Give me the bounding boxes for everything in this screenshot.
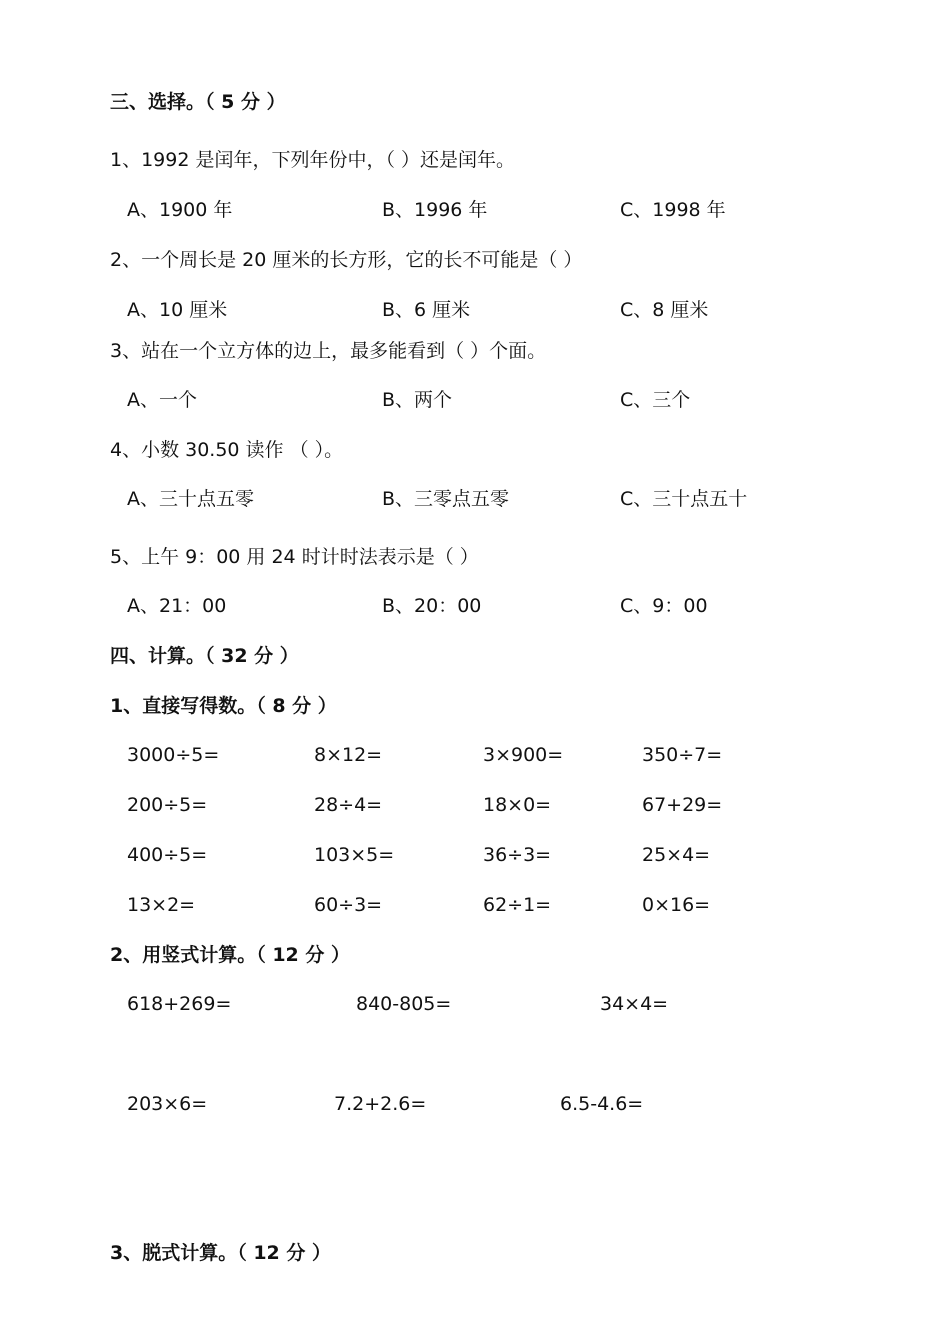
oral-calc-item: 3×900=	[483, 744, 564, 766]
question-5-option-a: A、21：00	[127, 595, 227, 617]
question-3-text: 3、站在一个立方体的边上，最多能看到（ ）个面。	[110, 340, 547, 362]
oral-calc-item: 103×5=	[314, 844, 395, 866]
part-1-heading: 1、直接写得数。（ 8 分 ）	[110, 695, 337, 717]
oral-calc-item: 18×0=	[483, 794, 552, 816]
question-1-option-b: B、1996 年	[382, 199, 488, 221]
question-2-option-b: B、6 厘米	[382, 299, 471, 321]
question-3-option-a: A、一个	[127, 389, 197, 411]
oral-calc-item: 8×12=	[314, 744, 383, 766]
question-4-option-a: A、三十点五零	[127, 488, 254, 510]
part-3-heading: 3、脱式计算。（ 12 分 ）	[110, 1242, 332, 1264]
oral-calc-item: 0×16=	[642, 894, 711, 916]
oral-calc-item: 62÷1=	[483, 894, 552, 916]
question-5-text: 5、上午 9：00 用 24 时计时法表示是（ ）	[110, 546, 479, 568]
oral-calc-item: 25×4=	[642, 844, 711, 866]
vertical-calc-item: 7.2+2.6=	[334, 1093, 427, 1115]
question-2-option-c: C、8 厘米	[620, 299, 709, 321]
vertical-calc-item: 618+269=	[127, 993, 232, 1015]
question-2-option-a: A、10 厘米	[127, 299, 228, 321]
question-3-option-c: C、三个	[620, 389, 691, 411]
question-3-option-b: B、两个	[382, 389, 453, 411]
vertical-calc-item: 203×6=	[127, 1093, 208, 1115]
oral-calc-item: 67+29=	[642, 794, 723, 816]
oral-calc-item: 13×2=	[127, 894, 196, 916]
vertical-calc-item: 840-805=	[356, 993, 452, 1015]
oral-calc-item: 36÷3=	[483, 844, 552, 866]
oral-calc-item: 3000÷5=	[127, 744, 220, 766]
question-4-option-c: C、三十点五十	[620, 488, 748, 510]
part-2-heading: 2、用竖式计算。（ 12 分 ）	[110, 944, 351, 966]
oral-calc-item: 350÷7=	[642, 744, 723, 766]
question-4-text: 4、小数 30.50 读作 （ ）。	[110, 439, 344, 461]
vertical-calc-item: 6.5-4.6=	[560, 1093, 644, 1115]
question-4-option-b: B、三零点五零	[382, 488, 510, 510]
oral-calc-item: 200÷5=	[127, 794, 208, 816]
question-1-option-c: C、1998 年	[620, 199, 726, 221]
oral-calc-item: 60÷3=	[314, 894, 383, 916]
section-4-heading: 四、计算。（ 32 分 ）	[110, 645, 299, 667]
question-1-text: 1、1992 是闰年，下列年份中，（ ）还是闰年。	[110, 149, 516, 171]
question-5-option-c: C、9：00	[620, 595, 708, 617]
question-2-text: 2、一个周长是 20 厘米的长方形，它的长不可能是（ ）	[110, 249, 583, 271]
vertical-calc-item: 34×4=	[600, 993, 669, 1015]
section-3-heading: 三、选择。（ 5 分 ）	[110, 91, 286, 113]
oral-calc-item: 28÷4=	[314, 794, 383, 816]
question-1-option-a: A、1900 年	[127, 199, 233, 221]
question-5-option-b: B、20：00	[382, 595, 482, 617]
oral-calc-item: 400÷5=	[127, 844, 208, 866]
